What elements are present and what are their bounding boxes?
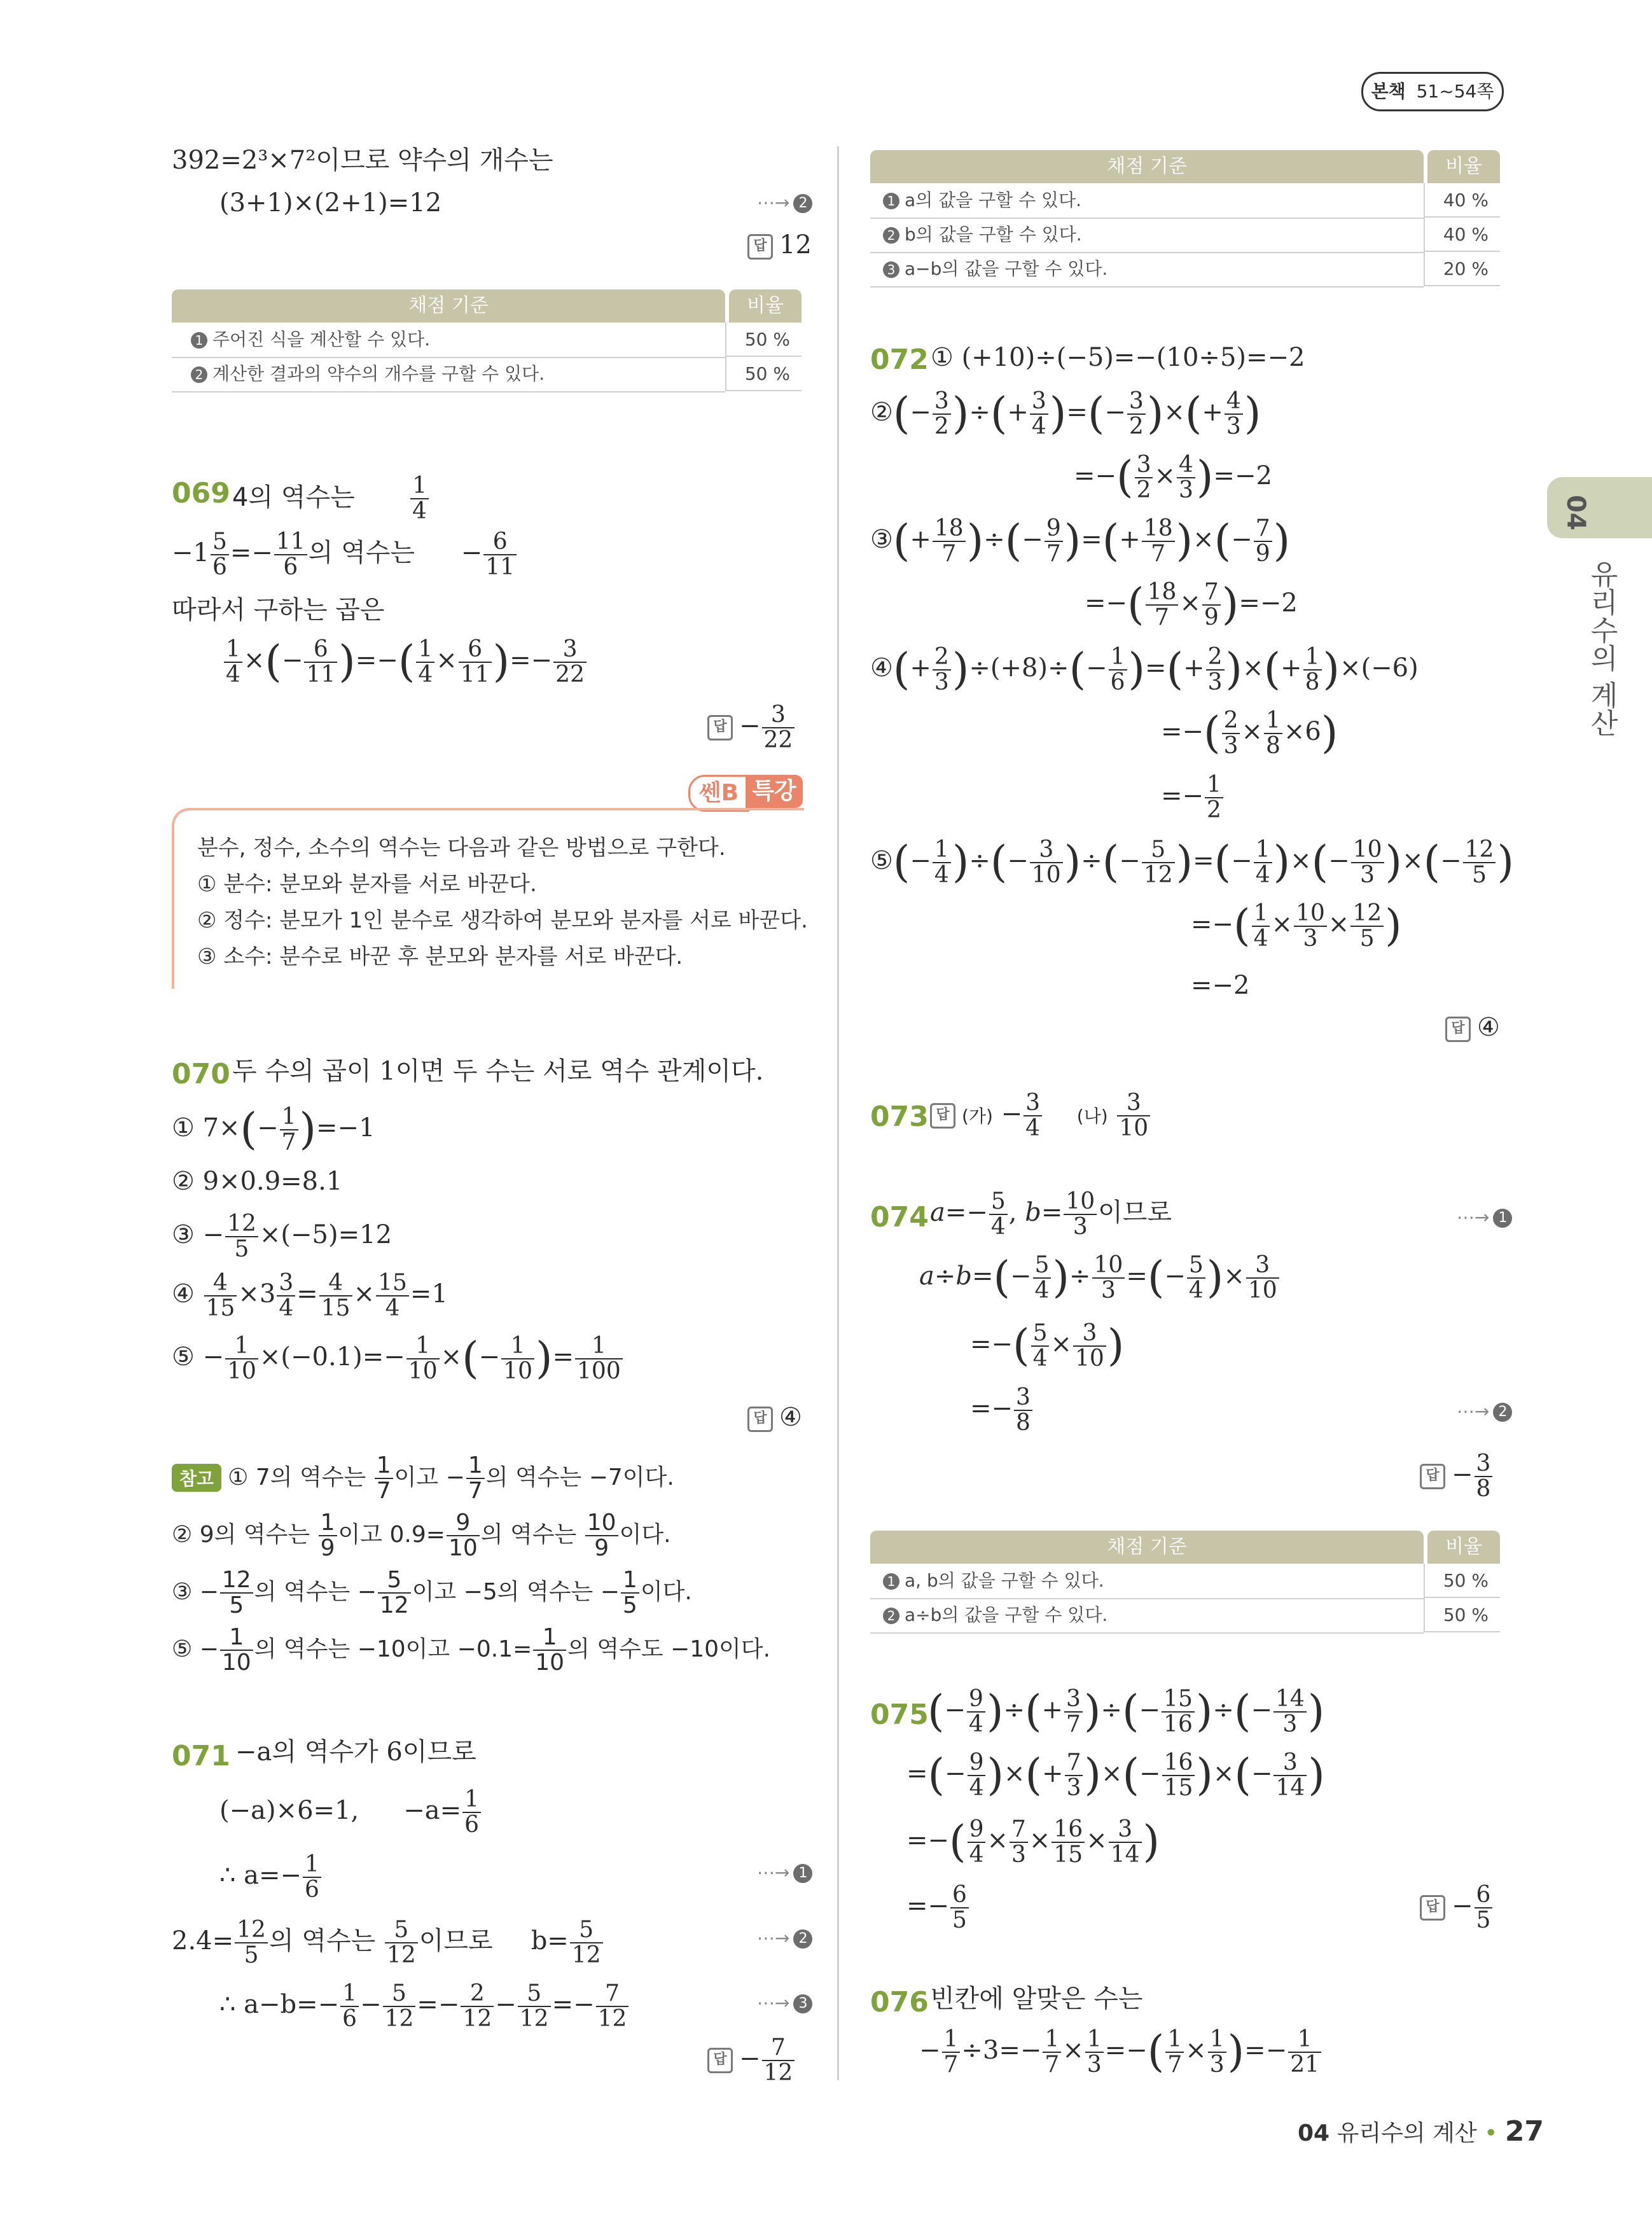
q070-answer: 답 ④ — [747, 1403, 802, 1432]
answer-icon: 답 — [930, 1103, 955, 1129]
scoring-table-071 — [870, 150, 1500, 290]
table-header-rate: 비율 — [1427, 150, 1500, 183]
answer-icon: 답 — [707, 715, 733, 740]
q069-line4: $\frac{1}{4}$ ×(− $\frac{6}{11}$ )=−( $\frac{1}{4}$ × $\frac{6}{11}$ )=− $\frac{3}{22}$ — [223, 636, 588, 688]
q072-line4: ③(+ $\frac{18}{7}$ )÷(− $\frac{9}{7}$ )=(+ $\frac{18}{7}$ )×(− $\frac{7}{9}$ ) — [870, 515, 1291, 567]
table-header-criteria: 채점 기준 — [870, 150, 1424, 183]
page-range-badge — [1361, 72, 1504, 111]
page-number: 27 — [1504, 2115, 1544, 2148]
column-divider — [837, 146, 839, 2080]
q072-line7: =−( $\frac{2}{3}$ × $\frac{1}{8}$ ×6) — [1161, 707, 1338, 759]
q074-line1: a=− $\frac{5}{4}$ , b= $\frac{10}{3}$ 이므로 — [930, 1188, 1172, 1240]
q070-note3: ③ − $\frac{12}{5}$ 의 역수는 − $\frac{5}{12}$ 이고 −5의 역수는 − $\frac{1}{5}$ 이다. — [172, 1567, 692, 1618]
table-header-criteria: 채점 기준 — [870, 1531, 1424, 1564]
answer-icon: 답 — [747, 234, 773, 260]
q072-line11: =−2 — [1191, 971, 1250, 1000]
q075-line3: =−( $\frac{9}{4}$ × $\frac{7}{3}$ × $\frac{16}{15}$ × $\frac{3}{14}$ ) — [906, 1816, 1160, 1868]
check-marker-2: ⋯→ 2 — [757, 1928, 812, 1949]
q071-line4: 2.4= $\frac{12}{5}$ 의 역수는 $\frac{5}{12}$ 이므로 b= $\frac{5}{12}$ — [172, 1918, 604, 1968]
check-marker-2: ⋯→ 2 — [1457, 1401, 1512, 1422]
q070-item2: ② 9×0.9=8.1 — [172, 1167, 343, 1196]
table-row: 3 a−b의 값을 구할 수 있다. — [870, 252, 1424, 288]
q074-line3: =−( $\frac{5}{4}$ × $\frac{3}{10}$ ) — [970, 1320, 1125, 1372]
q070-note2: ② 9의 역수는 $\frac{1}{9}$ 이고 0.9= $\frac{9}{10}$ 의 역수는 $\frac{10}{9}$ 이다. — [172, 1510, 671, 1561]
table-rate: 50 % — [1424, 1598, 1500, 1632]
q068-line2: (3+1)×(2+1)=12 — [219, 188, 442, 218]
tip-line: ③ 소수: 분수로 바꾼 후 분모와 분자를 서로 바꾼다. — [197, 944, 683, 970]
q069-line3: 따라서 구하는 곱은 — [172, 595, 385, 625]
table-header-criteria: 채점 기준 — [172, 289, 725, 323]
tip-line: 분수, 정수, 소수의 역수는 다음과 같은 방법으로 구한다. — [197, 835, 726, 861]
q071-line5: ∴ a−b=− $\frac{1}{6}$ − $\frac{5}{12}$ =− $\frac{2}{12}$ − $\frac{5}{12}$ =− $\frac{7}{12}$ — [219, 1982, 630, 2031]
footer-chapter: 04 — [1298, 2120, 1330, 2146]
q070-item1: ① 7×(− $\frac{1}{7}$ )=−1 — [172, 1104, 375, 1155]
q075-answer: 답 − $\frac{6}{5}$ — [1420, 1883, 1494, 1933]
question-number-069: 069 — [172, 477, 230, 510]
q069-answer: 답 − $\frac{3}{22}$ — [707, 703, 796, 753]
page-footer — [1298, 2115, 1544, 2148]
answer-icon: 답 — [707, 2048, 733, 2073]
table-rate: 50 % — [725, 357, 802, 391]
table-row: 1 주어진 식을 계산할 수 있다. — [172, 323, 725, 358]
question-number-075: 075 — [870, 1699, 929, 1731]
q072-line1: ① (+10)÷(−5)=−(10÷5)=−2 — [931, 343, 1305, 372]
check-marker-3: ⋯→ 3 — [757, 1992, 812, 2013]
q072-line2: ②(− $\frac{3}{2}$ )÷(+ $\frac{3}{4}$ )=(− $\frac{3}{2}$ )×(+ $\frac{4}{3}$ ) — [870, 388, 1261, 440]
q074-line4: =− $\frac{3}{8}$ — [970, 1386, 1034, 1435]
q069-line1: 4의 역수는 $\frac{1}{4}$ — [232, 474, 430, 524]
q072-line10: =−( $\frac{1}{4}$ × $\frac{10}{3}$ × $\frac{12}{5}$ ) — [1191, 900, 1402, 952]
scoring-table-068 — [172, 289, 802, 398]
scoring-table-074 — [870, 1531, 1500, 1639]
q076-line1: 빈칸에 알맞은 수는 — [930, 1984, 1143, 2013]
question-number-071: 071 — [172, 1740, 230, 1772]
check-marker-1: ⋯→ 1 — [757, 1862, 812, 1883]
q072-line5: =−( $\frac{18}{7}$ × $\frac{7}{9}$ )=−2 — [1085, 579, 1298, 630]
chapter-tab-title: 유리수의 계산 — [1585, 560, 1618, 737]
table-row: 1 a의 값을 구할 수 있다. — [870, 183, 1424, 219]
q071-answer: 답 − $\frac{7}{12}$ — [707, 2036, 796, 2085]
answer-icon: 답 — [1445, 1017, 1471, 1042]
q070-note1: 참고 ① 7의 역수는 $\frac{1}{7}$ 이고 − $\frac{1}{7}$ 의 역수는 −7이다. — [172, 1454, 674, 1503]
page-range: 51~54쪽 — [1416, 81, 1494, 102]
q070-item3: ③ − $\frac{12}{5}$ ×(−5)=12 — [172, 1211, 392, 1262]
answer-icon: 답 — [1420, 1464, 1445, 1489]
check-marker-2: ⋯→ 2 — [757, 192, 812, 213]
tip-line: ② 정수: 분모가 1인 분수로 생각하여 분모와 분자를 서로 바꾼다. — [197, 908, 808, 933]
q068-answer: 답 12 — [747, 230, 812, 260]
table-rate: 40 % — [1424, 218, 1500, 252]
q072-line3: =−( $\frac{3}{2}$ × $\frac{4}{3}$ )=−2 — [1074, 452, 1272, 503]
check-marker-1: ⋯→ 1 — [1457, 1207, 1512, 1228]
q071-line2: (−a)×6=1, −a= $\frac{1}{6}$ — [219, 1788, 482, 1837]
answer-icon: 답 — [747, 1407, 773, 1432]
q072-line6: ④(+ $\frac{2}{3}$ )÷(+8)÷(− $\frac{1}{6}$ )=(+ $\frac{2}{3}$ )×(+ $\frac{1}{8}$ )×(−6) — [870, 644, 1419, 695]
q076-line2: − $\frac{1}{7}$ ÷3=− $\frac{1}{7}$ × $\frac{1}{3}$ =−( $\frac{1}{7}$ × $\frac{1}{3}$ )=− $\frac{1}{21}$ — [919, 2026, 1322, 2078]
q070-intro: 두 수의 곱이 1이면 두 수는 서로 역수 관계이다. — [232, 1057, 764, 1086]
q072-answer: 답 ④ — [1445, 1013, 1500, 1042]
question-number-073: 073 — [870, 1101, 929, 1133]
table-row: 2 a÷b의 값을 구할 수 있다. — [870, 1598, 1424, 1634]
q070-item5: ⑤ − $\frac{1}{10}$ ×(−0.1)=− $\frac{1}{10}$ ×(− $\frac{1}{10}$ )= $\frac{1}{100}$ — [172, 1333, 624, 1385]
q071-line3: ∴ a=− $\frac{1}{6}$ — [219, 1852, 323, 1902]
table-header-rate: 비율 — [729, 289, 802, 323]
tip-badge-special: 특강 — [746, 775, 803, 808]
tip-line: ① 분수: 분모와 분자를 서로 바꾼다. — [197, 872, 537, 897]
q074-line2: a÷b=(− $\frac{5}{4}$ )÷ $\frac{10}{3}$ =(− $\frac{5}{4}$ )× $\frac{3}{10}$ — [919, 1252, 1281, 1304]
tip-badge-sen: 쎈B — [688, 775, 749, 812]
footer-dot: • — [1484, 2120, 1498, 2146]
table-row: 2 계산한 결과의 약수의 개수를 구할 수 있다. — [172, 357, 725, 393]
table-rate: 40 % — [1424, 183, 1500, 218]
q069-line2: −1 $\frac{5}{6}$ =− $\frac{11}{6}$ 의 역수는 − $\frac{6}{11}$ — [172, 530, 518, 580]
question-number-074: 074 — [870, 1201, 929, 1234]
book-label: 본책 — [1371, 81, 1406, 102]
q075-line2: =(− $\frac{9}{4}$ )×(+ $\frac{7}{3}$ )×(− $\frac{16}{15}$ )×(− $\frac{3}{14}$ ) — [906, 1749, 1325, 1801]
table-row: 1 a, b의 값을 구할 수 있다. — [870, 1564, 1424, 1599]
chapter-tab-number: 04 — [1561, 495, 1590, 531]
question-number-070: 070 — [172, 1058, 230, 1090]
q070-note5: ⑤ − $\frac{1}{10}$ 의 역수는 −10이고 −0.1= $\frac{1}{10}$ 의 역수도 −10이다. — [172, 1624, 771, 1676]
q071-line1: −a의 역수가 6이므로 — [235, 1737, 476, 1767]
q075-line1: (− $\frac{9}{4}$ )÷(+ $\frac{3}{7}$ )÷(− $\frac{15}{16}$ )÷(− $\frac{14}{3}$ ) — [927, 1686, 1325, 1737]
table-row: 2 b의 값을 구할 수 있다. — [870, 218, 1424, 253]
q074-answer: 답 − $\frac{3}{8}$ — [1420, 1452, 1494, 1501]
table-rate: 20 % — [1424, 252, 1500, 286]
q072-line9: ⑤(− $\frac{1}{4}$ )÷(− $\frac{3}{10}$ )÷(− $\frac{5}{12}$ )=(− $\frac{1}{4}$ )×(− $\frac{10}{3}$ )×(− $\frac{12}{5}$ ) — [870, 837, 1514, 888]
footer-title: 유리수의 계산 — [1336, 2120, 1477, 2146]
q068-line1: 392=2³×7²이므로 약수의 개수는 — [172, 146, 553, 175]
table-rate: 50 % — [1424, 1564, 1500, 1598]
table-header-rate: 비율 — [1427, 1531, 1500, 1564]
answer-icon: 답 — [1420, 1895, 1445, 1921]
table-rate: 50 % — [725, 323, 802, 357]
reference-badge: 참고 — [172, 1464, 221, 1492]
q075-line4: =− $\frac{6}{5}$ — [906, 1883, 970, 1933]
q070-item4: ④ $\frac{4}{15}$ ×3 $\frac{3}{4}$ = $\frac{4}{15}$ × $\frac{15}{4}$ =1 — [172, 1270, 448, 1321]
q072-line8: =− $\frac{1}{2}$ — [1161, 773, 1225, 823]
question-number-076: 076 — [870, 1986, 929, 2019]
question-number-072: 072 — [870, 344, 929, 376]
q073-answer: 답 (가) − $\frac{3}{4}$ (나) $\frac{3}{10}$ — [930, 1091, 1151, 1141]
